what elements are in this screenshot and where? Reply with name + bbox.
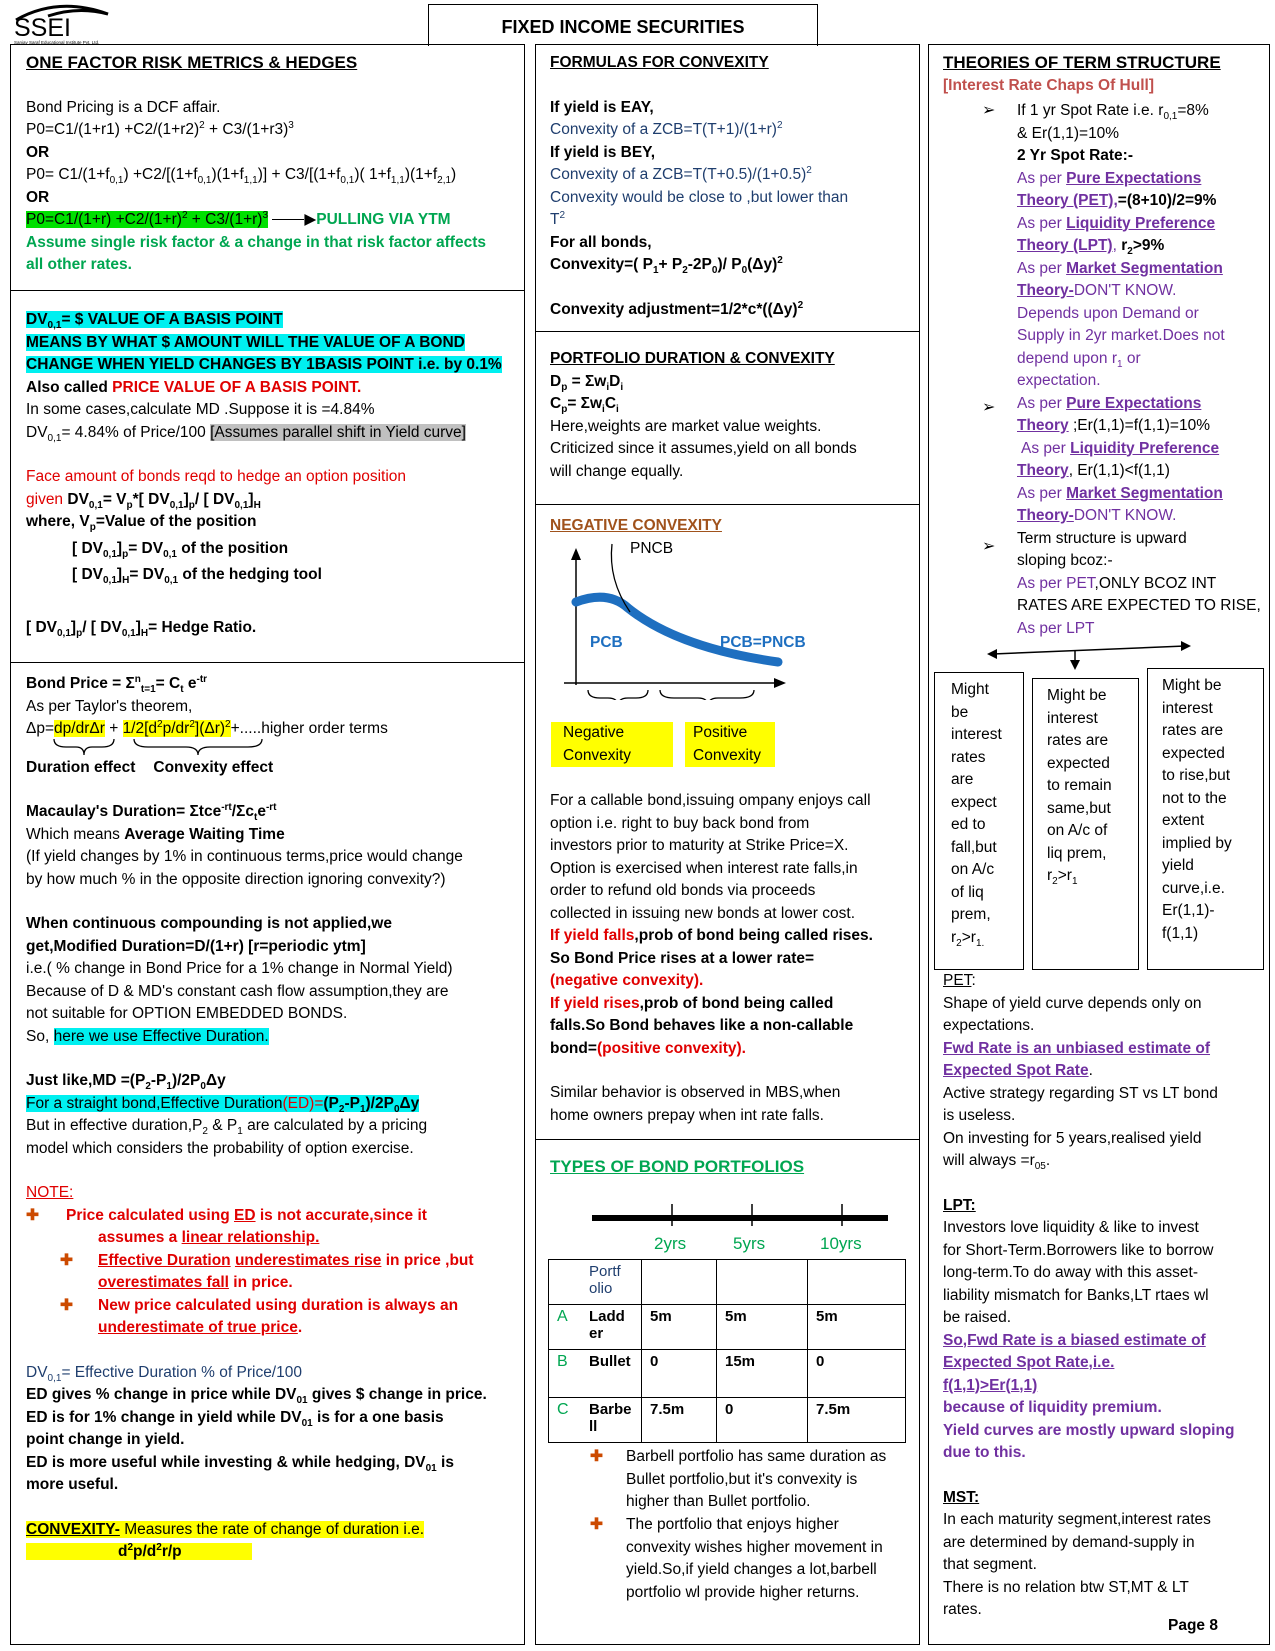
formula-line: Convexity of a $ZCB=T(T+1)/(1+r)^2$	[550, 119, 783, 138]
formula-line: $P0=C1/(1+r1) +C2/(1+r2)^2 + C3/(1+r3)^3$	[26, 119, 294, 138]
text-line: expected	[1047, 754, 1110, 772]
text-line: rates are	[1047, 732, 1109, 749]
cell	[808, 1260, 906, 1305]
cell: 5m	[717, 1305, 808, 1350]
text-line: point change in yield.	[26, 1431, 185, 1448]
text-line: Here,weights are market value weights.	[550, 417, 822, 435]
text-line: implied by	[1162, 834, 1232, 852]
text-line: OR	[26, 188, 50, 206]
text-line: Criticized since it assumes,yield on all bonds	[550, 440, 857, 457]
text-line: When continuous compounding is not applied,we	[26, 915, 392, 932]
text-line: If yield is BEY,	[550, 143, 656, 161]
plus-bullet-icon: ✚	[60, 1251, 73, 1269]
cell: 5m	[808, 1305, 906, 1350]
text-line: Might be	[1162, 677, 1222, 694]
table-row	[549, 1305, 906, 1350]
text-line: Might be	[1047, 687, 1107, 704]
row-letter: A	[549, 1305, 582, 1350]
cell: 5m	[642, 1305, 717, 1350]
logo-text: SSEI	[14, 14, 71, 42]
text-line: by how much % in the opposite direction ignoring convexity?)	[26, 870, 446, 888]
portfolio-name: Bullet	[581, 1350, 642, 1398]
row-letter: C	[549, 1398, 582, 1443]
lpt-case-same	[1032, 678, 1139, 970]
text-line: interest	[951, 726, 1002, 743]
col2-section-2	[550, 348, 915, 483]
formula-line: [ $DV_{0,1}]_p/$ [ $DV_{0,1}]_H=$ Hedge Ratio.	[26, 618, 257, 639]
text-line: Might	[951, 681, 989, 698]
text-line: interest	[1162, 699, 1213, 717]
text-line: $DV_{0,1}= 4.84\%$ of Price/100 [Assumes parallel shift in Yield curve]	[26, 423, 466, 444]
formula-line: $P0= C1/(1+f_{0,1}) +C2/[(1+f_{0,1})(1+f_{1,1})] + C3/[(1+f_{0,1})$( $1+f_{1,1})(1+f_{2,1})$	[26, 166, 457, 187]
formula-line: Convexity of a $ZCB=T(T+0.5)/(1+0.5)^2$	[550, 164, 812, 183]
section-subtitle: [Interest Rate Chaps Of Hull]	[943, 76, 1154, 94]
col2-section-4	[550, 1156, 915, 1179]
col2-section-3	[550, 515, 915, 538]
text-line: Which means Average Waiting Time	[26, 825, 285, 843]
cell: 0	[642, 1350, 717, 1398]
formula-line: Just like,MD $=(P_2-P_1)/2P_0\Delta y$	[26, 1072, 226, 1093]
text-line: ED is for 1% change in yield while $DV_{01}$ is for a one basis	[26, 1408, 444, 1429]
text-block: PET: Shape of yield curve depends only on expectations. Fwd Rate is an unbiased estimate of Expected Spot Rate. Active strategy regarding ST vs LT bond is useless. On investing for 5 years,realised yield will always $=r_{05}$. LPT: Investors love liquidity & like to invest for Short-Term.Borrowers like to borrow long-term.To do away with this asset- liability mismatch for Banks,LT rtaes wl be raised. So,Fwd Rate is a biased estimate of Expected Spot Rate,i.e. f(1,1)>Er(1,1) because of liquidity premium. Yield curves are mostly upward sloping due to this. MST: In each maturity segment,interest rates are determined by demand-supply in that segment. There is no relation btw ST,MT & LT rates.	[943, 972, 1235, 1618]
note-item: ✚ New price calculated using duration is always an	[26, 1295, 521, 1318]
text-line: $r_2>r_1$	[1047, 867, 1078, 888]
formula-line: $C_p= \Sigma w_iC_i$	[550, 395, 619, 416]
text-line: rates	[951, 748, 986, 766]
text-line: more useful.	[26, 1476, 119, 1493]
formula-line: [ $DV_{0,1}]_H= DV_{0,1}$ of the hedging tool	[72, 566, 322, 587]
maturity-timeline	[590, 1196, 890, 1236]
formula-line: $D_p = \Sigma w_iD_i$	[550, 372, 624, 393]
text-line: Because of D & MD's constant cash flow assumption,they are	[26, 982, 449, 1000]
x-axis-arrow-icon	[774, 678, 786, 688]
portfolio-bullet-1: ✚ Barbell portfolio has same duration as Bullet portfolio,but it's convexity is higher than Bullet portfolio.	[590, 1448, 887, 1510]
text-line: Duration effect Convexity effect	[26, 758, 274, 776]
formula-line: $\Delta p=dp/dr\Delta r + 1/2[d^2p/dr^2](\Delta r)^2+.....higher$ order terms	[26, 718, 388, 737]
positive-convexity-label: Positive Convexity	[685, 722, 775, 767]
formula-line: $P0=C1/(1+r) +C2/(1+r)^2 + C3/(1+r)^3$ ▶PULLING VIA YTM	[26, 209, 451, 228]
row-letter: B	[549, 1350, 582, 1398]
lpt-case-fall	[934, 672, 1024, 970]
brace-icon	[588, 690, 648, 700]
cell: 0	[717, 1398, 808, 1443]
note-item: assumes a linear relationship.	[98, 1229, 320, 1246]
text-line: In some cases,calculate MD .Suppose it is =4.84%	[26, 401, 375, 418]
text-line: liq prem,	[1047, 844, 1107, 862]
text-line: where, $V_p=Value$ of the position	[26, 513, 257, 534]
cell	[642, 1260, 717, 1305]
note-heading: NOTE:	[26, 1184, 74, 1201]
row-letter	[549, 1260, 582, 1305]
branch-arrows	[985, 640, 1195, 670]
text-line: Assume single risk factor & a change in that risk factor affects	[26, 233, 486, 251]
text-line: not to the	[1162, 789, 1227, 807]
cell: 7.5m	[642, 1398, 717, 1443]
text-line: OR	[26, 143, 50, 161]
pcb-label: PCB	[590, 634, 623, 651]
page-title: FIXED INCOME SECURITIES	[501, 17, 745, 37]
section-title: FORMULAS FOR CONVEXITY	[550, 54, 769, 71]
text-line: As per Taylor's theorem,	[26, 697, 193, 715]
bond-portfolio-table	[548, 1259, 906, 1443]
logo	[8, 2, 113, 48]
text-line: prem,	[951, 906, 991, 923]
text-line: Also called PRICE VALUE OF A BASIS POINT.	[26, 378, 362, 396]
formula-line: Bond Price = $\Sigma^n_{t=1}= C_t$ $e^{-tr}$	[26, 673, 208, 696]
text-line: be	[951, 703, 969, 721]
text-line: If yield is EAY,	[550, 98, 654, 116]
arrow-bullet-icon: ➢	[982, 102, 996, 119]
col1-section-3	[26, 673, 521, 1564]
plus-bullet-icon: ✚	[590, 1516, 603, 1533]
text-line: $r_2>r_{1.}$	[951, 928, 985, 949]
tick-2yrs: 2yrs	[654, 1234, 687, 1253]
text-line: ED is more useful while investing & while hedging, $DV_{01}$ is	[26, 1453, 454, 1474]
pcb-pncb-label: PCB=PNCB	[720, 634, 806, 651]
text-line: same,but	[1047, 799, 1111, 817]
brace-icon	[660, 690, 754, 700]
dv01-heading: $DV_{0,1}=$ $ VALUE OF A BASIS POINT	[26, 311, 283, 332]
portfolio-name: Barbe ll	[581, 1398, 642, 1443]
text-line: of liq	[951, 883, 984, 901]
text-line: extent	[1162, 812, 1205, 829]
text-line: So, here we use Effective Duration.	[26, 1027, 269, 1045]
text-line: to rise,but	[1162, 767, 1231, 784]
col3-theories	[943, 52, 1265, 97]
formula-line: $d^2p/d^2r/p$	[26, 1541, 521, 1564]
table-row	[549, 1260, 906, 1305]
formula-line: Convexity=( $P_1+ P_2-2P_0)/$ $P_0(\Delta y)^2$	[550, 254, 783, 277]
section-title: ONE FACTOR RISK METRICS & HEDGES	[26, 53, 358, 72]
text-line: interest	[1047, 709, 1098, 727]
section-title: PORTFOLIO DURATION & CONVEXITY	[550, 350, 835, 367]
section-title: NEGATIVE CONVEXITY	[550, 517, 722, 534]
cell: 0	[808, 1350, 906, 1398]
formula-line: Macaulay's Duration= $\Sigma tce^{-rt}/\Sigma c_te^{-rt}$	[26, 801, 277, 824]
note-item: overestimates fall in price.	[98, 1274, 293, 1291]
formula-line: given $DV_{0,1}= V_p*$[ $DV_{0,1}]_p/$ [ $DV_{0,1}]_H$	[26, 490, 261, 511]
text-line: rates are	[1162, 722, 1224, 739]
text-line: will change equally.	[550, 462, 684, 480]
arrow-icon: ▶	[304, 211, 317, 228]
text-line: get,Modified Duration=D/(1+r) [r=periodic ytm]	[26, 937, 366, 955]
arrow-bullet-icon: ➢	[982, 538, 996, 555]
text-line: yield	[1162, 857, 1194, 874]
cell: 7.5m	[808, 1398, 906, 1443]
text-line: expected	[1162, 744, 1225, 762]
note-item: ✚ Price calculated using ED is not accurate,since it	[26, 1205, 521, 1228]
cell	[717, 1260, 808, 1305]
table-row	[549, 1350, 906, 1398]
tick-5yrs: 5yrs	[733, 1234, 766, 1253]
negative-convexity-label: Negative Convexity	[551, 722, 673, 767]
note-item: ✚ Effective Duration underestimates rise in price ,but	[26, 1250, 521, 1273]
tick-10yrs: 10yrs	[820, 1234, 862, 1253]
text-line: Bond Pricing is a DCF affair.	[26, 98, 221, 116]
text-line: to remain	[1047, 777, 1112, 794]
text-line: f(1,1)	[1162, 924, 1199, 942]
text-line: $T^2$	[550, 209, 566, 228]
text-line: on A/c	[951, 861, 995, 878]
plus-bullet-icon: ✚	[26, 1206, 39, 1224]
text-line: Convexity would be close to ,but lower than	[550, 188, 849, 206]
text-line: (If yield changes by 1% in continuous terms,price would change	[26, 848, 463, 865]
text-line: expect	[951, 793, 997, 811]
text-line: model which considers the probability of option exercise.	[26, 1139, 414, 1157]
text-line: i.e.( % change in Bond Price for a 1% change in Normal Yield)	[26, 960, 453, 977]
text-line: on A/c of	[1047, 822, 1108, 839]
formula-line: Convexity $adjustment=1/2*c*((\Delta y)^2$	[550, 299, 804, 318]
col3-list: If 1 yr Spot Rate i.e. $r_{0,1}=8\%$ & Er(1,1)=10% 2 Yr Spot Rate:- As per Pure Expectations Theory (PET),=(8+10)/2=9% As per Liquidity Preference Theory (LPT), $r_2>9\%$ As per Market Segmentation Theory-DON'T KNOW. Depends upon Demand or Supply in 2yr market.Does not depend upon $r_1$ or expectation. As per Pure Expectations Theory ;Er(1,1)=f(1,1)=10% As per Liquidity Preference Theory, Er(1,1)<f(1,1) As per Market Segmentation Theory-DON'T KNOW. Term structure is upward sloping bcoz:- As per PET,ONLY BCOZ INT RATES ARE EXPECTED TO RISE, As per LPT	[1017, 102, 1261, 637]
text-line: But in effective $duration,P_2$ & $P_1$ are calculated by a pricing	[26, 1117, 428, 1138]
col1-section-2	[26, 309, 521, 639]
note-item: underestimate of true price.	[98, 1319, 303, 1336]
portfolio-name: Ladd er	[581, 1305, 642, 1350]
cell: 15m	[717, 1350, 808, 1398]
portfolio-bullet-2: ✚ The portfolio that enjoys higher convexity wishes higher movement in yield.So,if yield changes a lot,barbell portfolio wl provide higher returns.	[590, 1516, 883, 1601]
text-line: fall,but	[951, 838, 997, 856]
text-line: not suitable for OPTION EMBEDDED BONDS.	[26, 1005, 348, 1022]
text-line: all other rates.	[26, 256, 132, 273]
y-axis-arrow-icon	[571, 548, 581, 560]
callable-bond-text: For a callable bond,issuing ompany enjoys call option i.e. right to buy back bond from investors prior to maturity at Strike Price=X. Option is exercised when interest rate falls,in order to refund old bonds via proceeds collected in issuing new bonds at lower cost. If yield falls,prob of bond being called rises. So Bond Price rises at a lower rate= (negative convexity). If yield rises,prob of bond being called falls.So Bond behaves like a non-callable bond=(positive convexity). Similar behavior is observed in MBS,when home owners prepay when int rate falls.	[550, 792, 873, 1124]
negative-convexity-diagram	[548, 540, 798, 700]
portfolio-name: Portf olio	[581, 1260, 642, 1305]
text-line: $DV_{0,1}=$ Effective Duration % of Price/100	[26, 1363, 302, 1384]
lpt-case-rise	[1147, 668, 1264, 970]
dv01-heading: CHANGE WHEN YIELD CHANGES BY 1BASIS POINT i.e. by 0.1%	[26, 356, 502, 373]
arrow-bullet-icon: ➢	[982, 399, 996, 416]
col1-section-1	[26, 52, 521, 277]
col2-section-1	[550, 52, 915, 321]
pncb-label: PNCB	[630, 540, 674, 557]
table-row	[549, 1398, 906, 1443]
text-line: curve,i.e.	[1162, 879, 1225, 897]
convexity-definition: CONVEXITY- Measures the rate of change of duration i.e.	[26, 1520, 425, 1538]
plus-bullet-icon: ✚	[60, 1296, 73, 1314]
section-title: TYPES OF BOND PORTFOLIOS	[550, 1157, 805, 1176]
text-line: Face amount of bonds reqd to hedge an option position	[26, 468, 407, 485]
text-line: ED gives % change in price while $DV_{01}$ gives $ change in price.	[26, 1386, 487, 1407]
logo-subtext: Sanjay Saraf Educational Institute Pvt. Ltd.	[14, 40, 100, 45]
plus-bullet-icon: ✚	[590, 1448, 603, 1465]
page-title-box	[428, 4, 818, 46]
text-line: ed to	[951, 816, 986, 833]
section-title: THEORIES OF TERM STRUCTURE	[943, 53, 1221, 72]
text-line: Er(1,1)-	[1162, 902, 1215, 919]
page-number: Page 8	[1168, 1617, 1218, 1634]
formula-line: [ $DV_{0,1}]_p= DV_{0,1}$ of the position	[72, 539, 289, 560]
text-line: For all bonds,	[550, 233, 652, 251]
text-line: are	[951, 771, 974, 788]
formula-line: For a straight bond,Effective $Duration(ED)=(P_2-P_1)/2P_0\Delta y$	[26, 1094, 420, 1115]
dv01-heading: MEANS BY WHAT $ AMOUNT WILL THE VALUE OF A BOND	[26, 333, 465, 351]
